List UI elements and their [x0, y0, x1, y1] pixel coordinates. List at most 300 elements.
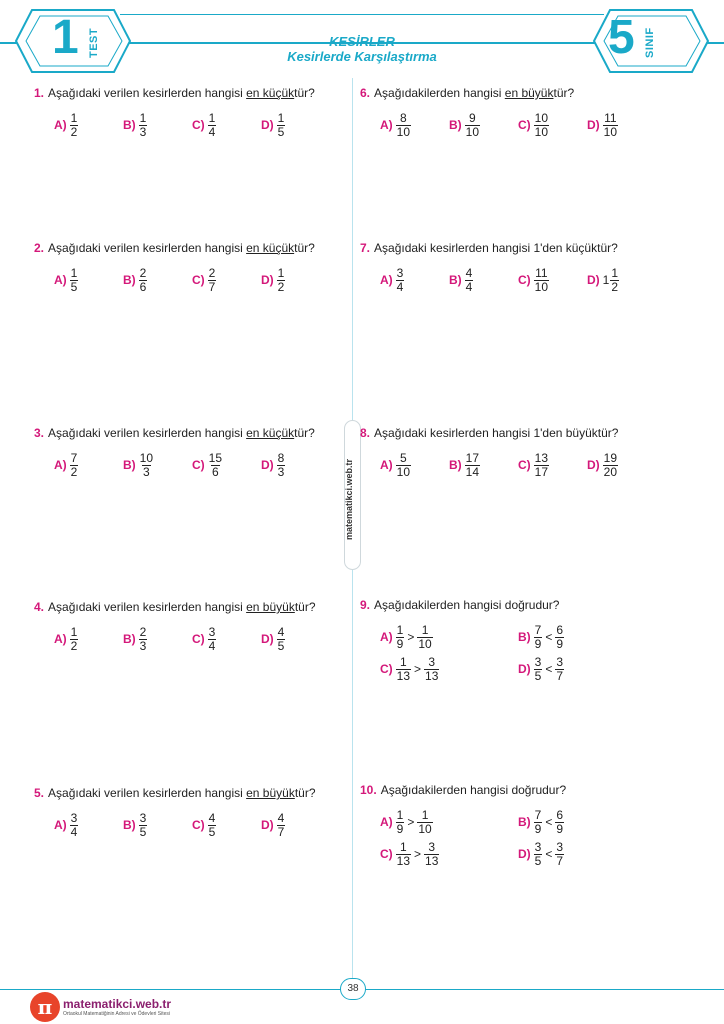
denominator: 9 [556, 821, 564, 836]
denominator: 5 [277, 124, 285, 139]
numerator: 7 [534, 622, 542, 637]
numerator: 15 [208, 450, 223, 465]
denominator: 4 [208, 124, 216, 139]
fraction [534, 267, 549, 294]
stem-text: Aşağıdaki kesirlerden hangisi 1'den büyüktür? [374, 426, 619, 440]
question-stem [360, 241, 618, 255]
numerator: 2 [139, 624, 147, 639]
numerator: 2 [208, 265, 216, 280]
stem-suffix: tür? [294, 786, 316, 800]
stem-emphasis: en büyük [246, 600, 295, 614]
option-label: D) [518, 847, 531, 861]
denominator: 7 [277, 824, 285, 839]
page-subtitle: Kesirlerde Karşılaştırma [287, 49, 437, 64]
comparison-sign: > [414, 662, 422, 676]
question-stem [34, 86, 315, 100]
grade-word: SINIF [644, 27, 656, 58]
denominator: 3 [139, 638, 147, 653]
numerator: 6 [556, 807, 564, 822]
fraction [555, 624, 564, 651]
fraction [208, 626, 217, 653]
option-label: D) [587, 458, 600, 472]
option-b[interactable] [123, 622, 147, 656]
stem-text: Aşağıdaki verilen kesirlerden hangisi [48, 241, 247, 255]
numerator: 3 [556, 839, 564, 854]
denominator: 14 [465, 464, 480, 479]
option-label: D) [261, 458, 274, 472]
denominator: 3 [139, 124, 147, 139]
denominator: 9 [534, 821, 542, 836]
denominator: 4 [70, 824, 78, 839]
stem-emphasis: en küçük [246, 241, 295, 255]
fraction [396, 452, 411, 479]
options [34, 108, 315, 142]
options [34, 622, 316, 656]
stem-suffix: tür? [294, 86, 315, 100]
whole-part: 1 [602, 273, 610, 287]
option-label: D) [261, 273, 274, 287]
option-c[interactable] [192, 448, 223, 482]
fraction [555, 809, 564, 836]
stem-suffix: tür? [294, 426, 315, 440]
fraction [277, 626, 286, 653]
stem-emphasis: en küçük [246, 86, 295, 100]
numerator: 3 [556, 654, 564, 669]
numerator: 17 [465, 450, 480, 465]
fraction [70, 267, 79, 294]
denominator: 5 [534, 853, 542, 868]
denominator: 3 [277, 464, 285, 479]
stem-emphasis: en büyük [246, 786, 295, 800]
question-4 [34, 600, 316, 656]
fraction [70, 452, 79, 479]
stem-text: Aşağıdaki verilen kesirlerden hangisi [48, 600, 247, 614]
denominator: 10 [418, 636, 432, 651]
option-label: C) [518, 118, 531, 132]
denominator: 10 [603, 124, 618, 139]
fraction [139, 812, 148, 839]
fraction [396, 624, 405, 651]
option-c[interactable] [192, 108, 216, 142]
stem-text: Aşağıdaki verilen kesirlerden hangisi [48, 786, 247, 800]
numerator: 3 [208, 624, 216, 639]
denominator: 9 [396, 821, 404, 836]
fraction [610, 267, 619, 294]
numerator: 1 [396, 807, 404, 822]
fraction [70, 812, 79, 839]
fraction [396, 809, 405, 836]
stem-text: Aşağıdakilerden hangisi doğrudur? [380, 783, 567, 797]
question-number: 6. [360, 86, 371, 100]
fraction [555, 841, 564, 868]
question-1 [34, 86, 315, 142]
numerator: 4 [277, 810, 285, 825]
question-6 [360, 86, 618, 142]
options [360, 108, 618, 142]
numerator: 1 [277, 110, 285, 125]
fraction [277, 452, 286, 479]
fraction [277, 267, 286, 294]
option-d[interactable] [261, 263, 285, 297]
denominator: 10 [534, 124, 549, 139]
denominator: 10 [465, 124, 480, 139]
denominator: 5 [534, 668, 542, 683]
stem-text: Aşağıdaki kesirlerden hangisi 1'den küçüktür? [374, 241, 618, 255]
numerator: 3 [534, 839, 542, 854]
option-label: D) [587, 118, 600, 132]
fraction [139, 267, 148, 294]
denominator: 6 [139, 279, 147, 294]
numerator: 6 [556, 622, 564, 637]
option-label: B) [518, 815, 531, 829]
fraction [465, 112, 480, 139]
option-c[interactable] [380, 652, 439, 686]
denominator: 9 [534, 636, 542, 651]
option-label: B) [123, 458, 136, 472]
numerator: 8 [277, 450, 285, 465]
fraction [70, 112, 79, 139]
site-logo[interactable] [30, 990, 171, 1024]
option-label: C) [380, 847, 393, 861]
option-label: A) [54, 818, 67, 832]
option-c[interactable] [518, 448, 549, 482]
numerator: 9 [469, 110, 476, 125]
numerator: 1 [139, 110, 147, 125]
numerator: 3 [139, 810, 147, 825]
stem-emphasis: en küçük [246, 426, 295, 440]
denominator: 13 [396, 853, 411, 868]
options [360, 448, 618, 482]
option-label: C) [192, 632, 205, 646]
denominator: 2 [70, 638, 78, 653]
denominator: 5 [208, 824, 216, 839]
comparison-sign: > [407, 630, 415, 644]
stem-emphasis: en büyük [504, 86, 554, 100]
question-5 [34, 786, 316, 842]
option-b[interactable] [449, 448, 480, 482]
numerator: 3 [428, 839, 436, 854]
numerator: 8 [400, 110, 407, 125]
denominator: 10 [534, 279, 549, 294]
fraction [396, 267, 405, 294]
fraction [139, 452, 154, 479]
page-title: KESİRLER [329, 34, 395, 49]
option-c[interactable] [192, 622, 216, 656]
option-a[interactable] [54, 622, 78, 656]
numerator: 11 [535, 265, 548, 280]
numerator: 5 [400, 450, 407, 465]
options [34, 263, 315, 297]
fraction [603, 452, 618, 479]
denominator: 9 [556, 636, 564, 651]
grade-number: 5 [608, 11, 635, 64]
option-a[interactable] [54, 448, 78, 482]
denominator: 20 [603, 464, 618, 479]
fraction [139, 112, 148, 139]
options [34, 448, 315, 482]
denominator: 10 [418, 821, 432, 836]
option-b[interactable] [518, 805, 564, 839]
numerator: 3 [534, 654, 542, 669]
stem-suffix: tür? [553, 86, 575, 100]
fraction [424, 656, 439, 683]
comparison-sign: < [545, 662, 553, 676]
fraction [139, 626, 148, 653]
page-number: 38 [340, 978, 366, 1000]
option-d[interactable] [261, 108, 285, 142]
question-number: 1. [34, 86, 45, 100]
fraction [465, 452, 480, 479]
numerator: 1 [70, 624, 78, 639]
question-stem [360, 598, 559, 612]
fraction [396, 112, 411, 139]
fraction [208, 812, 217, 839]
numerator: 1 [611, 265, 619, 280]
denominator: 4 [208, 638, 216, 653]
question-stem [34, 426, 315, 440]
stem-text: Aşağıdakilerden hangisi doğrudur? [374, 598, 560, 612]
option-d[interactable] [518, 652, 564, 686]
question-stem [360, 86, 574, 100]
option-label: A) [54, 458, 67, 472]
options [360, 263, 618, 297]
option-c[interactable] [192, 263, 216, 297]
option-label: B) [123, 818, 136, 832]
option-a[interactable] [380, 448, 411, 482]
numerator: 10 [534, 110, 549, 125]
option-d[interactable] [261, 448, 285, 482]
denominator: 13 [396, 668, 411, 683]
numerator: 1 [70, 265, 78, 280]
fraction [417, 624, 432, 651]
option-label: D) [518, 662, 531, 676]
stem-text: Aşağıdaki verilen kesirlerden hangisi [48, 86, 247, 100]
option-b[interactable] [123, 108, 147, 142]
question-number: 3. [34, 426, 45, 440]
option-label: C) [192, 118, 205, 132]
option-label: B) [449, 118, 462, 132]
denominator: 13 [425, 853, 439, 868]
comparison-sign: < [545, 630, 553, 644]
test-number: 1 [52, 11, 79, 64]
option-label: D) [261, 632, 274, 646]
option-a[interactable] [54, 808, 78, 842]
denominator: 4 [396, 279, 404, 294]
option-a[interactable] [380, 263, 404, 297]
fraction [534, 452, 549, 479]
option-d[interactable] [587, 448, 618, 482]
option-label: B) [449, 273, 462, 287]
fraction [465, 267, 474, 294]
denominator: 2 [70, 464, 78, 479]
option-label: A) [54, 118, 67, 132]
question-7 [360, 241, 618, 297]
numerator: 7 [534, 807, 542, 822]
numerator: 7 [70, 450, 78, 465]
option-c[interactable] [192, 808, 216, 842]
fraction [534, 624, 543, 651]
denominator: 2 [70, 124, 78, 139]
option-label: A) [380, 118, 393, 132]
denominator: 7 [556, 668, 564, 683]
fraction [277, 812, 286, 839]
option-label: C) [192, 273, 205, 287]
option-c[interactable] [380, 837, 439, 871]
option-label: B) [123, 273, 136, 287]
option-label: A) [380, 815, 393, 829]
denominator: 2 [611, 279, 619, 294]
fraction [534, 112, 549, 139]
numerator: 13 [534, 450, 549, 465]
numerator: 1 [400, 654, 407, 669]
numerator: 4 [465, 265, 473, 280]
question-number: 7. [360, 241, 371, 255]
numerator: 1 [421, 622, 429, 637]
option-label: B) [123, 118, 136, 132]
numerator: 3 [396, 265, 404, 280]
fraction [277, 112, 286, 139]
comparison-sign: < [545, 815, 553, 829]
question-10 [360, 783, 566, 871]
denominator: 2 [277, 279, 285, 294]
stem-suffix: tür? [294, 600, 316, 614]
option-b[interactable] [449, 108, 480, 142]
numerator: 1 [70, 110, 78, 125]
option-label: D) [261, 118, 274, 132]
option-label: A) [54, 632, 67, 646]
denominator: 5 [139, 824, 147, 839]
test-word: TEST [88, 27, 100, 58]
logo-text: matematikci.web.tr [63, 997, 172, 1011]
option-b[interactable] [123, 448, 154, 482]
grade-badge [592, 8, 710, 74]
side-watermark-text: matematikci.web.tr [344, 458, 354, 540]
numerator: 1 [421, 807, 429, 822]
option-label: D) [587, 273, 600, 287]
fraction [534, 656, 543, 683]
option-label: C) [192, 818, 205, 832]
fraction [70, 626, 79, 653]
denominator: 10 [396, 464, 411, 479]
option-label: A) [380, 458, 393, 472]
option-a[interactable] [380, 108, 411, 142]
option-a[interactable] [54, 108, 78, 142]
question-number: 4. [34, 600, 45, 614]
numerator: 11 [604, 110, 617, 125]
denominator: 3 [143, 464, 150, 479]
numerator: 1 [396, 622, 404, 637]
option-a[interactable] [380, 805, 433, 839]
question-stem [34, 241, 315, 255]
option-b[interactable] [123, 263, 147, 297]
option-label: B) [518, 630, 531, 644]
numerator: 1 [208, 110, 216, 125]
option-d[interactable] [261, 622, 285, 656]
fraction [555, 656, 564, 683]
option-d[interactable] [587, 108, 618, 142]
denominator: 9 [396, 636, 404, 651]
question-number: 10. [360, 783, 377, 797]
fraction [534, 841, 543, 868]
option-d[interactable] [518, 837, 564, 871]
question-number: 9. [360, 598, 371, 612]
fraction [603, 112, 618, 139]
options [360, 620, 564, 686]
option-label: A) [380, 630, 393, 644]
question-stem [360, 783, 566, 797]
logo-tagline: Ortaokul Matematiğinin Adresi ve Ödevleri Sitesi [63, 1011, 170, 1017]
option-label: C) [518, 273, 531, 287]
denominator: 10 [396, 124, 411, 139]
option-a[interactable] [54, 263, 78, 297]
numerator: 2 [139, 265, 147, 280]
question-2 [34, 241, 315, 297]
option-d[interactable] [587, 263, 619, 297]
denominator: 17 [534, 464, 549, 479]
option-c[interactable] [518, 108, 549, 142]
numerator: 4 [277, 624, 285, 639]
option-c[interactable] [518, 263, 549, 297]
denominator: 5 [277, 638, 285, 653]
header-top-rule [120, 14, 604, 15]
pi-icon: π [30, 992, 60, 1022]
logo-text-block [63, 997, 171, 1017]
option-label: A) [54, 273, 67, 287]
option-label: D) [261, 818, 274, 832]
comparison-sign: < [545, 847, 553, 861]
stem-text: Aşağıdakilerden hangisi [374, 86, 505, 100]
denominator: 6 [212, 464, 219, 479]
option-b[interactable] [449, 263, 473, 297]
option-a[interactable] [380, 620, 433, 654]
denominator: 4 [465, 279, 473, 294]
fraction [417, 809, 432, 836]
options [360, 805, 566, 871]
comparison-sign: > [407, 815, 415, 829]
question-number: 2. [34, 241, 45, 255]
option-d[interactable] [261, 808, 285, 842]
denominator: 7 [556, 853, 564, 868]
option-label: C) [518, 458, 531, 472]
stem-suffix: tür? [294, 241, 315, 255]
fraction [208, 267, 217, 294]
question-stem [360, 426, 618, 440]
question-stem [34, 600, 316, 614]
denominator: 5 [70, 279, 78, 294]
numerator: 1 [277, 265, 285, 280]
denominator: 7 [208, 279, 216, 294]
fraction [424, 841, 439, 868]
options [34, 808, 316, 842]
fraction [396, 656, 411, 683]
option-label: A) [380, 273, 393, 287]
option-label: C) [380, 662, 393, 676]
comparison-sign: > [414, 847, 422, 861]
option-label: B) [123, 632, 136, 646]
fraction [208, 112, 217, 139]
question-number: 5. [34, 786, 45, 800]
numerator: 3 [428, 654, 436, 669]
question-stem [34, 786, 316, 800]
question-3 [34, 426, 315, 482]
fraction [534, 809, 543, 836]
numerator: 19 [603, 450, 618, 465]
fraction [396, 841, 411, 868]
question-9 [360, 598, 564, 686]
option-label: B) [449, 458, 462, 472]
option-b[interactable] [518, 620, 564, 654]
option-b[interactable] [123, 808, 147, 842]
